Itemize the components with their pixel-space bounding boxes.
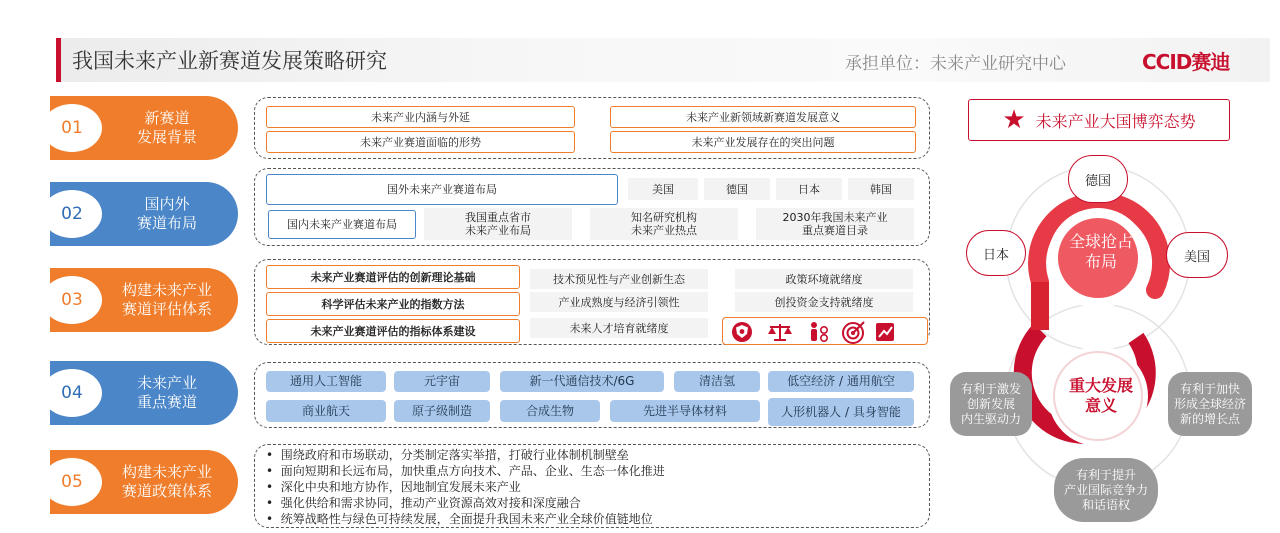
benefit-growth-point: 有利于加快 形成全球经济 新的增长点: [1168, 372, 1252, 436]
section-pill-01: [50, 96, 238, 160]
track-semiconductor-materials: 先进半导体材料: [610, 400, 760, 422]
track-metaverse: 元宇宙: [394, 371, 490, 392]
country-germany: 德国: [704, 178, 770, 200]
indicator-icons: [723, 318, 929, 346]
policy-bullet-text: 面向短期和长远布局，加快重点方向技术、产品、企业、生态一体化推进: [280, 464, 665, 478]
item-index-method: 科学评估未来产业的指数方法: [266, 292, 520, 316]
country-node-us: 美国: [1166, 232, 1228, 278]
indicator-icons-box: [722, 317, 928, 345]
country-node-germany: 德国: [1068, 155, 1128, 203]
item-policy-readiness: 政策环境就绪度: [735, 269, 913, 289]
benefit-innovation-driver: 有利于激发 创新发展 内生驱动力: [950, 372, 1032, 436]
policy-bullet: • 统筹战略性与绿色可持续发展，全面提升我国未来产业全球价值链地位: [266, 512, 653, 526]
section-number: 05: [42, 458, 102, 506]
track-humanoid-robot: 人形机器人 / 具身智能: [768, 398, 914, 426]
item-problems: 未来产业发展存在的突出问题: [610, 131, 916, 153]
organization-label: 承担单位：未来产业研究中心: [845, 54, 1066, 74]
section-number: 01: [42, 104, 102, 152]
section-title: 未来产业 重点赛道: [136, 374, 197, 411]
item-provincial-layout: 我国重点省市 未来产业布局: [424, 208, 572, 240]
item-connotation: 未来产业内涵与外延: [266, 106, 575, 128]
policy-bullet: • 强化供给和需求协同，推动产业资源高效对接和深度融合: [266, 496, 581, 510]
policy-bullet-text: 深化中央和地方协作，因地制宜发展未来产业: [280, 480, 521, 494]
policy-bullet: • 围绕政府和市场联动，分类制定落实举措，打破行业体制机制壁垒: [266, 448, 629, 462]
section-title: 国内外 赛道布局: [136, 195, 197, 232]
track-atomic-manufacturing: 原子级制造: [394, 400, 490, 422]
country-node-japan: 日本: [966, 230, 1026, 276]
track-clean-hydrogen: 清洁氢: [674, 371, 760, 392]
item-theory-basis: 未来产业赛道评估的创新理论基础: [266, 265, 520, 289]
policy-bullet-text: 强化供给和需求协同，推动产业资源高效对接和深度融合: [280, 496, 581, 510]
star-icon: ★: [1002, 105, 1026, 135]
policy-bullet-list: [266, 447, 665, 527]
policy-bullet: • 深化中央和地方协作，因地制宜发展未来产业: [266, 480, 521, 494]
foreign-layout-label: 国外未来产业赛道布局: [266, 174, 618, 205]
policy-bullet: • 面向短期和长远布局，加快重点方向技术、产品、企业、生态一体化推进: [266, 464, 665, 478]
item-indicator-system: 未来产业赛道评估的指标体系建设: [266, 319, 520, 343]
item-talent-readiness: 未来人才培育就绪度: [530, 318, 708, 338]
track-synthetic-biology: 合成生物: [500, 400, 600, 422]
track-commercial-space: 商业航天: [266, 400, 386, 422]
section-title: 构建未来产业 赛道评估体系: [121, 281, 212, 318]
section-number: 02: [42, 190, 102, 238]
ccid-logo: CCID赛迪: [1142, 50, 1230, 74]
scale-icon: [768, 324, 792, 341]
center-bottom-label: 重大发展 意义: [1068, 376, 1133, 415]
section-pill-05: [50, 450, 238, 514]
game-situation-title-box: [968, 99, 1230, 141]
center-top-label: 全球抢占 布局: [1068, 232, 1133, 271]
shield-icon: [732, 322, 752, 342]
item-industry-maturity: 产业成熟度与经济引领性: [530, 292, 708, 312]
people-icon: [811, 322, 827, 341]
chart-icon: [876, 323, 894, 341]
section-number: 03: [42, 276, 102, 324]
section-number: 04: [42, 369, 102, 417]
item-capital-readiness: 创投资金支持就绪度: [735, 292, 913, 312]
item-significance: 未来产业新领域新赛道发展意义: [610, 106, 916, 128]
section-title: 构建未来产业 赛道政策体系: [121, 463, 212, 500]
track-agi: 通用人工智能: [266, 371, 386, 392]
track-low-altitude: 低空经济 / 通用航空: [768, 371, 914, 392]
country-us: 美国: [628, 178, 698, 200]
track-6g: 新一代通信技术/6G: [500, 371, 664, 392]
game-situation-title: 未来产业大国博弈态势: [1035, 111, 1196, 131]
country-korea: 韩国: [848, 178, 914, 200]
policy-bullet-text: 围绕政府和市场联动，分类制定落实举措，打破行业体制机制壁垒: [280, 448, 629, 462]
item-tech-foresight: 技术预见性与产业创新生态: [530, 269, 708, 289]
item-research-hotspots: 知名研究机构 未来产业热点: [590, 208, 738, 240]
header-accent-bar: [56, 38, 61, 82]
section-title: 新赛道 发展背景: [136, 109, 197, 146]
page-title: 我国未来产业新赛道发展策略研究: [72, 49, 387, 73]
item-2030-catalog: 2030年我国未来产业 重点赛道目录: [756, 208, 914, 240]
policy-bullet-text: 统筹战略性与绿色可持续发展，全面提升我国未来产业全球价值链地位: [280, 512, 653, 526]
domestic-layout-label: 国内未来产业赛道布局: [268, 210, 416, 239]
section-pill-04: [50, 361, 238, 425]
target-icon: [843, 322, 864, 343]
item-situation: 未来产业赛道面临的形势: [266, 131, 575, 153]
benefit-competitiveness: 有利于提升 产业国际竞争力 和话语权: [1054, 458, 1158, 522]
country-japan: 日本: [776, 178, 842, 200]
section-pill-02: [50, 182, 238, 246]
section-pill-03: [50, 268, 238, 332]
